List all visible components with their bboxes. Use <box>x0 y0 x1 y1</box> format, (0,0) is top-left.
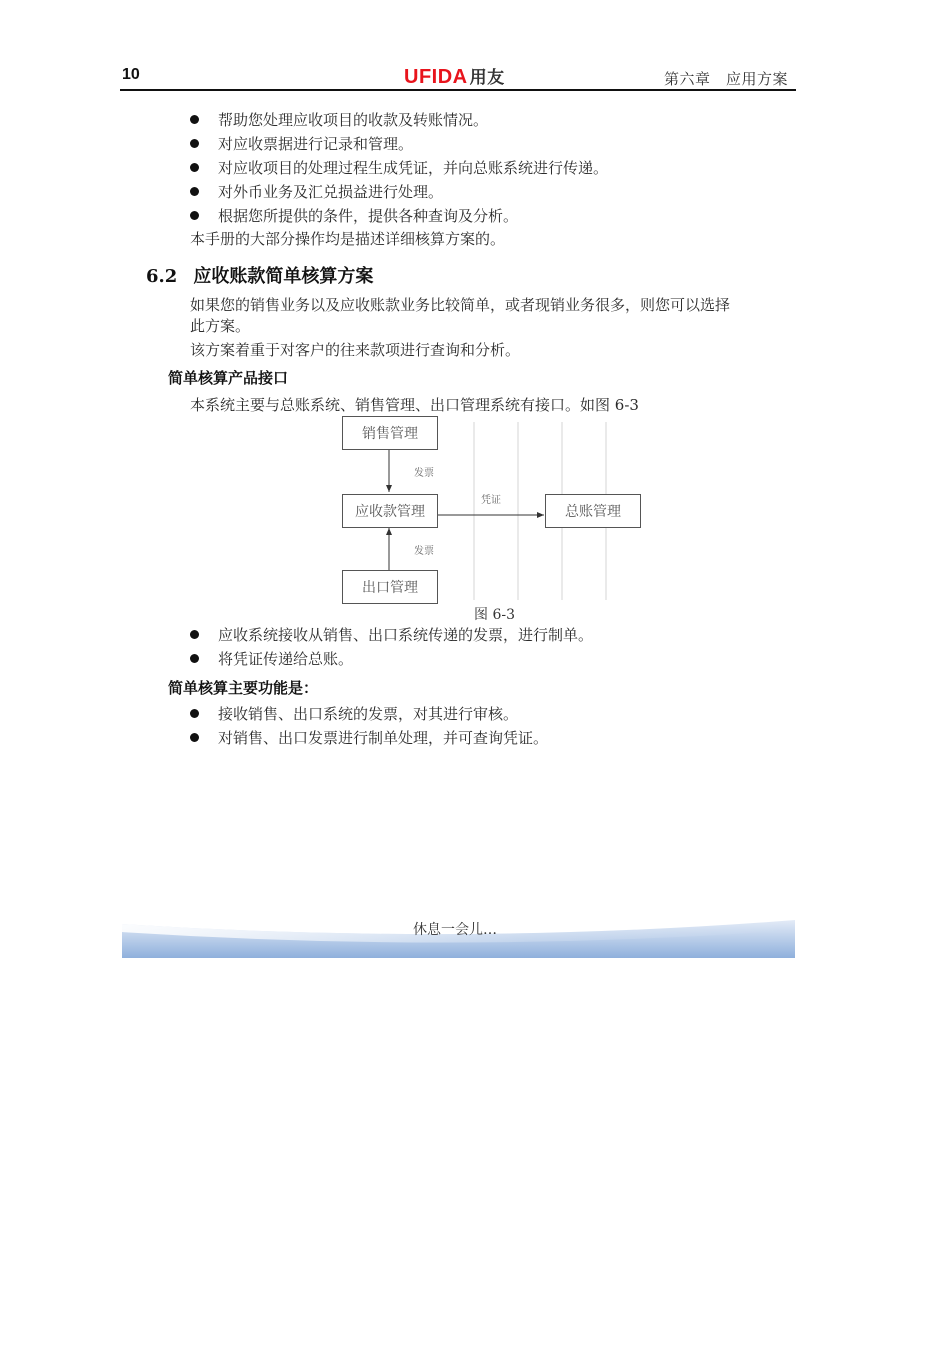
section-para-1-line-2: 此方案。 <box>190 317 251 335</box>
interface-intro: 本系统主要与总账系统、销售管理、出口管理系统有接口。如图 6-3 <box>190 396 639 414</box>
intro-bullet-1: 帮助您处理应收项目的收款及转账情况。 <box>190 110 488 130</box>
section-title <box>146 262 373 288</box>
label-invoice-top: 发票 <box>414 468 434 479</box>
functions-bullet-2: 对销售、出口发票进行制单处理，并可查询凭证。 <box>190 728 548 748</box>
banner-text: 休息一会儿… <box>413 922 497 938</box>
ufida-logo <box>404 63 505 89</box>
section-para-2: 该方案着重于对客户的往来款项进行查询和分析。 <box>190 341 521 359</box>
interface-bullet-1: 应收系统接收从销售、出口系统传递的发票，进行制单。 <box>190 625 593 645</box>
functions-bullet-1: 接收销售、出口系统的发票，对其进行审核。 <box>190 704 518 724</box>
intro-bullet-3: 对应收项目的处理过程生成凭证，并向总账系统进行传递。 <box>190 158 608 178</box>
bullet-dot-icon <box>190 139 199 148</box>
bullet-dot-icon <box>190 211 199 220</box>
bullet-dot-icon <box>190 733 199 742</box>
ledger-management-box: 总账管理 <box>545 494 641 528</box>
sales-management-box: 销售管理 <box>342 416 438 450</box>
logo-text: UFIDA <box>404 66 468 88</box>
receivable-management-box: 应收款管理 <box>342 494 438 528</box>
bullet-dot-icon <box>190 115 199 124</box>
interface-heading: 简单核算产品接口 <box>168 369 289 387</box>
section-para-1-line-1: 如果您的销售业务以及应收账款业务比较简单，或者现销业务很多，则您可以选择 <box>190 296 731 314</box>
logo-cn-text: 用友 <box>469 68 505 87</box>
section-number: 6.2 <box>146 266 178 287</box>
export-management-box: 出口管理 <box>342 570 438 604</box>
interface-bullet-2: 将凭证传递给总账。 <box>190 649 353 669</box>
bullet-dot-icon <box>190 654 199 663</box>
bullet-dot-icon <box>190 163 199 172</box>
label-invoice-bottom: 发票 <box>414 546 434 557</box>
label-voucher: 凭证 <box>481 495 501 506</box>
intro-note: 本手册的大部分操作均是描述详细核算方案的。 <box>190 230 506 248</box>
interface-diagram <box>300 412 650 602</box>
header-rule <box>120 89 796 91</box>
intro-bullet-2: 对应收票据进行记录和管理。 <box>190 134 413 154</box>
page-number: 10 <box>122 66 140 83</box>
chapter-title: 第六章 应用方案 <box>664 70 789 88</box>
bullet-dot-icon <box>190 630 199 639</box>
bullet-dot-icon <box>190 709 199 718</box>
figure-caption: 图 6-3 <box>474 607 515 623</box>
intro-bullet-4: 对外币业务及汇兑损益进行处理。 <box>190 182 443 202</box>
bullet-dot-icon <box>190 187 199 196</box>
functions-heading: 简单核算主要功能是： <box>168 679 319 697</box>
intro-bullet-5: 根据您所提供的条件，提供各种查询及分析。 <box>190 206 518 226</box>
section-title-text: 应收账款简单核算方案 <box>193 266 374 287</box>
